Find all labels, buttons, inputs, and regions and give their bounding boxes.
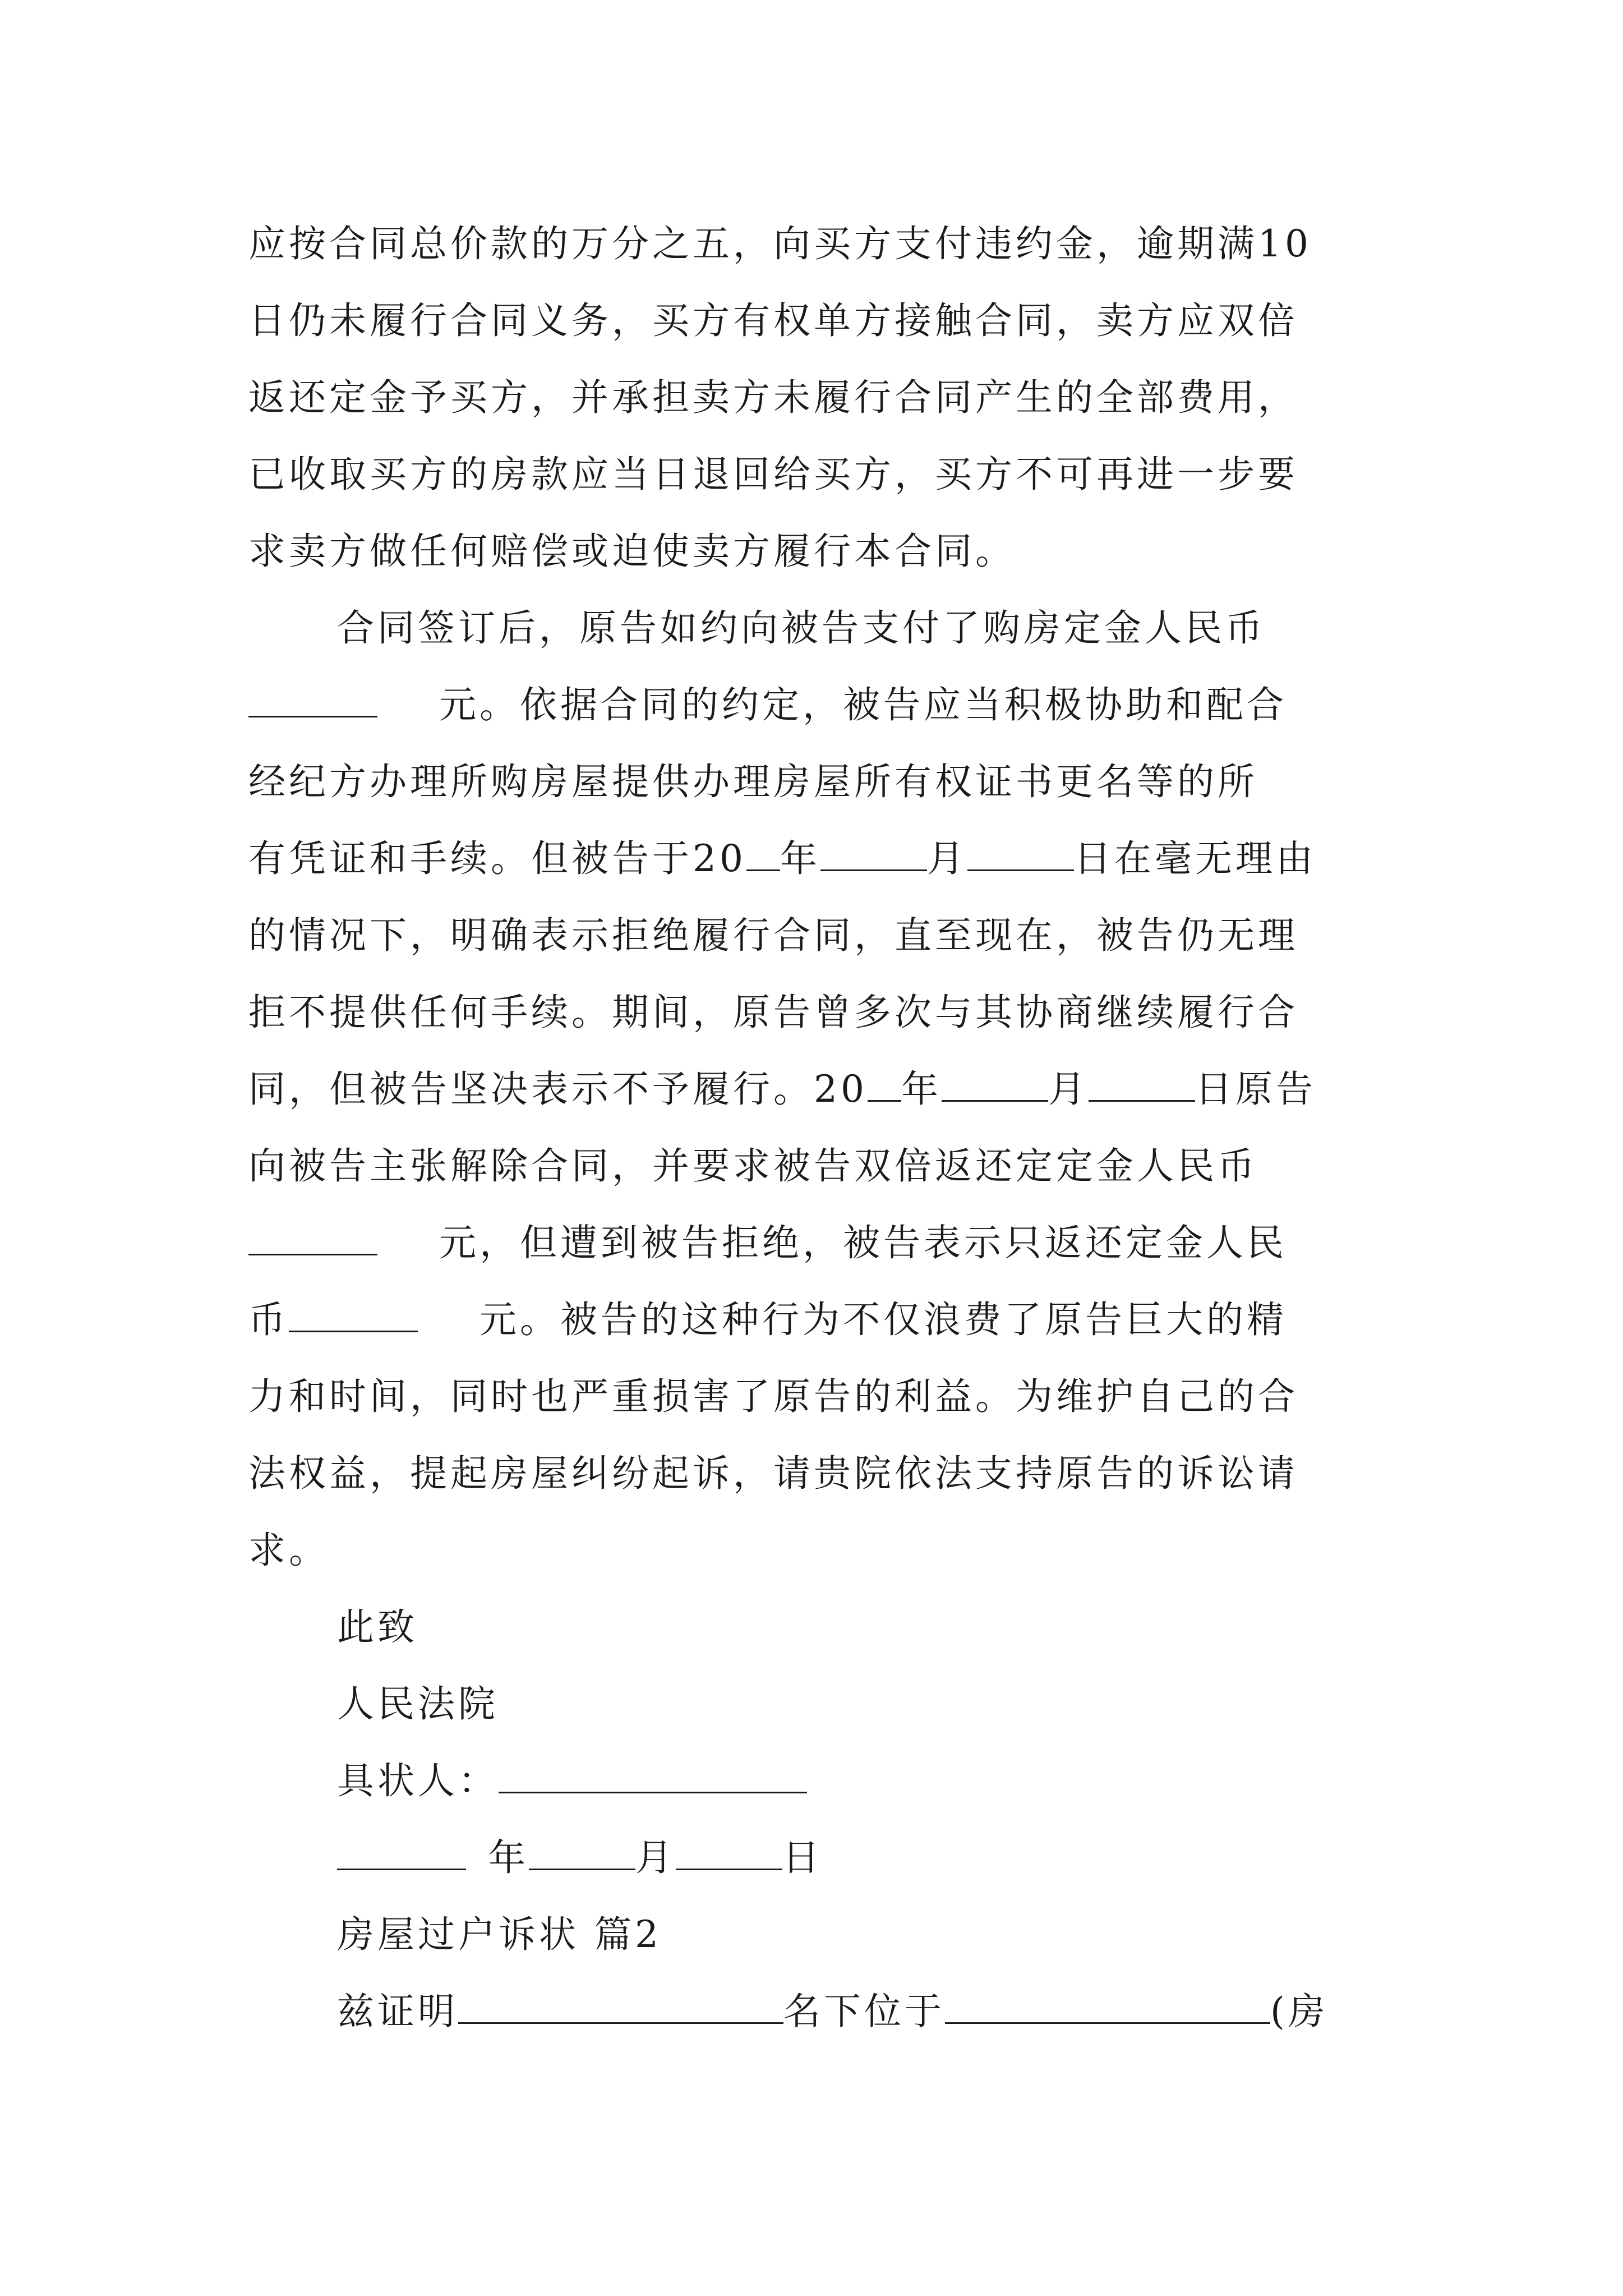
month-blank [820,837,927,871]
text-segment: 元。依据合同的约定，被告应当积极协助和配合 [439,683,1287,726]
text-line [248,1297,1387,1342]
text-segment: 有凭证和手续。但被告于20 [248,837,746,880]
text-segment: 年 [780,837,820,880]
section-title: 房屋过户诉状 篇2 [337,1913,662,1956]
salutation: 此致 [337,1605,418,1649]
month-blank [529,1836,635,1870]
date-line [337,1835,1387,1880]
text-segment: 兹证明 [337,1990,458,2033]
text-segment: 日在毫无理由 [1073,837,1316,880]
plaintiff-label: 具状人： [337,1759,499,1802]
name-blank [458,1990,783,2024]
amount-blank [289,1298,418,1332]
text-segment: (房 [1270,1990,1329,2033]
day-blank [1089,1068,1195,1102]
text-segment: 年 [488,1836,529,1879]
text-segment: 同，但被告坚决表示不予履行。20 [248,1068,868,1111]
text-line: 已收取买方的房款应当日退回给买方，买方不可再进一步要 [248,453,1298,496]
text-line [337,1989,1387,2034]
text-segment: 月 [926,837,967,880]
text-line: 日仍未履行合同义务，买方有权单方接触合同，卖方应双倍 [248,299,1298,342]
court-name: 人民法院 [337,1682,499,1726]
text-line [248,1067,1387,1112]
text-line: 求。 [248,1529,329,1572]
text-segment: 月 [1048,1068,1089,1111]
year-blank [337,1836,466,1870]
day-blank [967,837,1074,871]
text-segment: 元。被告的这种行为不仅浪费了原告巨大的精 [479,1298,1287,1341]
text-line: 的情况下，明确表示拒绝履行合同，直至现在，被告仍无理 [248,914,1298,957]
year-blank [746,837,780,871]
text-line: 向被告主张解除合同，并要求被告双倍返还定定金人民币 [248,1144,1258,1188]
text-line [248,836,1387,881]
text-line: 经纪方办理所购房屋提供办理房屋所有权证书更名等的所 [248,760,1258,803]
text-line [248,1221,1387,1266]
text-segment: 名下位于 [783,1990,945,2033]
address-blank [945,1990,1270,2024]
text-segment: 日 [782,1836,823,1879]
text-line: 拒不提供任何手续。期间，原告曾多次与其协商继续履行合 [248,991,1298,1034]
amount-blank [248,683,377,717]
text-segment: 元，但遭到被告拒绝，被告表示只返还定金人民 [439,1221,1287,1264]
text-segment: 月 [635,1836,676,1879]
text-line [248,683,1387,728]
month-blank [942,1068,1048,1102]
text-line: 法权益，提起房屋纠纷起诉，请贵院依法支持原告的诉讼请 [248,1452,1298,1495]
day-blank [676,1836,782,1870]
year-blank [868,1068,901,1102]
text-line: 力和时间，同时也严重损害了原告的利益。为维护自己的合 [248,1375,1298,1418]
text-segment: 币 [248,1298,289,1341]
text-line: 返还定金予买方，并承担卖方未履行合同产生的全部费用， [248,376,1298,419]
plaintiff-line [337,1759,1387,1803]
text-segment: 年 [901,1068,942,1111]
text-line: 应按合同总价款的万分之五，向买方支付违约金，逾期满10 [248,222,1312,265]
plaintiff-blank [499,1759,807,1793]
text-line: 合同签订后，原告如约向被告支付了购房定金人民币 [337,606,1266,650]
text-segment: 日原告 [1195,1068,1316,1111]
amount-blank [248,1221,377,1255]
text-line: 求卖方做任何赔偿或迫使卖方履行本合同。 [248,530,1016,573]
